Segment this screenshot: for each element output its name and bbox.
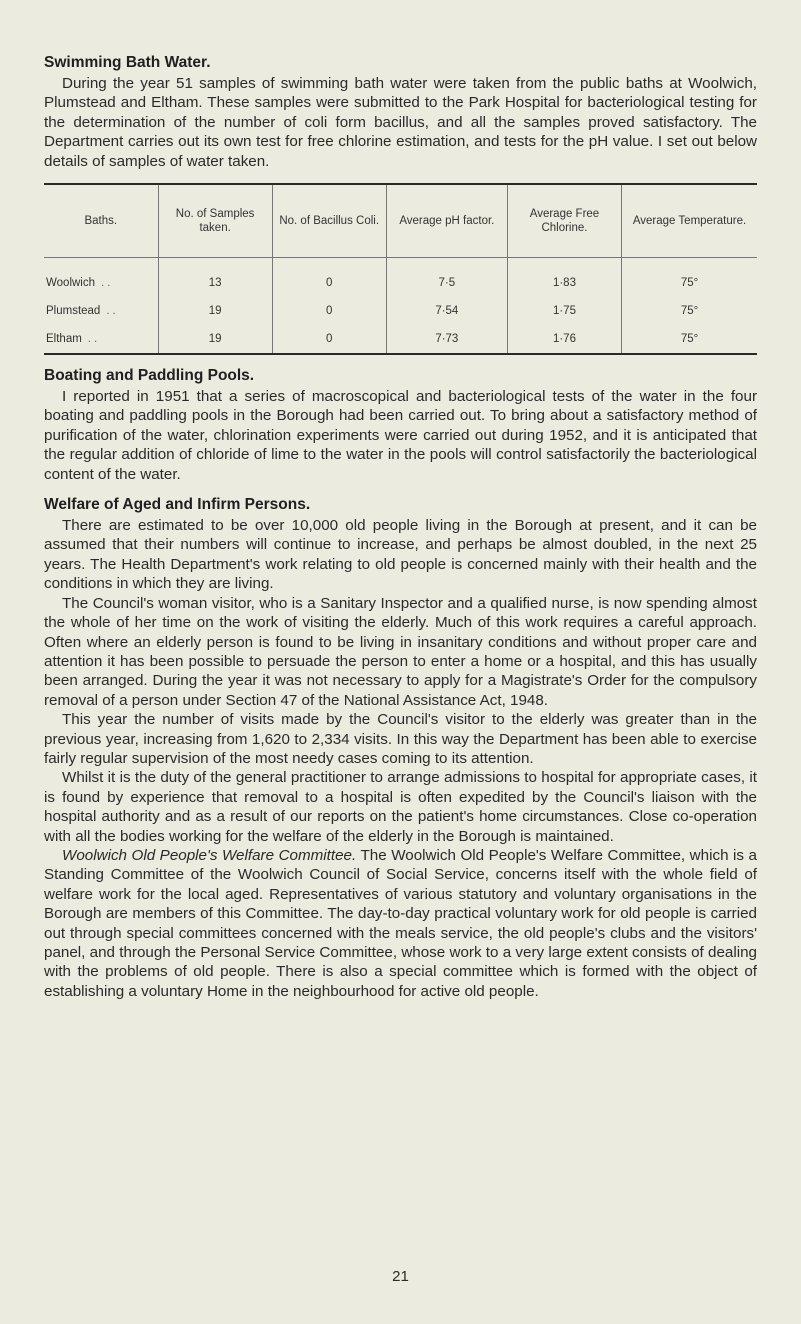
col-header-ph: Average pH factor. xyxy=(386,184,507,258)
dot-leader: .. xyxy=(106,305,119,318)
cell-ph: 7·5 xyxy=(386,258,507,298)
cell-samples: 13 xyxy=(158,258,272,298)
bath-name: Woolwich xyxy=(46,277,95,290)
cell-bath xyxy=(44,325,158,354)
cell-temperature: 75° xyxy=(622,297,757,325)
cell-samples: 19 xyxy=(158,325,272,354)
welfare-heading: Welfare of Aged and Infirm Persons. xyxy=(44,496,311,514)
cell-samples: 19 xyxy=(158,297,272,325)
table-row xyxy=(44,325,757,354)
welfare-paragraph-3: This year the number of visits made by the Council's visitor to the elderly was greater than in the previous year, increasing from 1,620 to 2,334 visits. In this way the Department has been able to exercise fairly regular supervision of the most needy cases coming to its attention. xyxy=(44,711,757,767)
water-samples-table xyxy=(44,183,757,355)
welfare-paragraph-1: There are estimated to be over 10,000 old people living in the Borough at present, and it can be assumed that their numbers will continue to increase, and perhaps be almost doubled, in the next 25 years. The Health Department's work relating to old people is concerned mainly with their health and the conditions in which they are living. xyxy=(44,517,757,593)
cell-bath xyxy=(44,258,158,298)
swimming-paragraph: During the year 51 samples of swimming bath water were taken from the public baths at Woolwich, Plumstead and Eltham. These samples were submitted to the Park Hospital for bacteriological testing for the determination of the number of coli form bacillus, and all the samples proved satisfactory. The Department carries out its own test for free chlorine estimation, and tests for the pH value. I set out below details of samples of water taken. xyxy=(44,75,757,170)
boating-heading: Boating and Paddling Pools. xyxy=(44,367,255,385)
col-header-samples: No. of Samples taken. xyxy=(158,184,272,258)
table-header-row xyxy=(44,184,757,258)
col-header-coli: No. of Bacillus Coli. xyxy=(272,184,386,258)
boating-paragraph: I reported in 1951 that a series of macroscopical and bacteriological tests of the water in the four boating and paddling pools in the Borough had been carried out. To bring about a satisfactory method of purification of the water, chlorination experiments were carried out during 1952, and it is anticipated that the regular addition of chloride of lime to the water in the pools will control satisfactorily the bacteriological content of the water. xyxy=(44,388,757,483)
boating-section xyxy=(44,367,757,484)
cell-bath xyxy=(44,297,158,325)
cell-coli: 0 xyxy=(272,258,386,298)
table-row xyxy=(44,258,757,298)
swimming-heading: Swimming Bath Water. xyxy=(44,54,211,71)
col-header-temperature: Average Temperature. xyxy=(622,184,757,258)
cell-chlorine: 1·75 xyxy=(507,297,621,325)
welfare-paragraph-5 xyxy=(44,846,757,1001)
welfare-paragraph-2: The Council's woman visitor, who is a Sanitary Inspector and a qualified nurse, is now spending almost the whole of her time on the work of visiting the elderly. Much of this work requires a careful approach. Often where an elderly person is found to be living in insanitary conditions and without proper care and attention it has been possible to persuade the person to enter a home or a hospital, and this has usually been arranged. During the year it was not necessary to apply for a Magistrate's Order for the compulsory removal of a person under Section 47 of the National Assistance Act, 1948. xyxy=(44,594,757,709)
committee-title: Woolwich Old People's Welfare Committee. xyxy=(62,846,357,864)
cell-coli: 0 xyxy=(272,325,386,354)
committee-text: The Woolwich Old People's Welfare Committee, which is a Standing Committee of the Woolwich Council of Social Service, concerns itself with the whole field of welfare work for the local aged. Representatives of various statutory and voluntary organisations in the Borough are members of this Committee. The day-to-day practical voluntary work for old people is carried out through special committees concerned with the meals service, the old people's clubs and the visitors' panel, and through the Personal Service Committee, whose work to a very large extent consists of dealing with the problems of old people. There is also a special committee which is formed with the object of establishing a voluntary Home in the neighbourhood for active old people. xyxy=(44,846,757,1000)
dot-leader: .. xyxy=(87,333,101,346)
page-number: 21 xyxy=(392,1268,409,1285)
cell-chlorine: 1·76 xyxy=(507,325,621,354)
cell-coli: 0 xyxy=(272,297,386,325)
table-row xyxy=(44,297,757,325)
col-header-baths: Baths. xyxy=(84,215,118,228)
cell-ph: 7·73 xyxy=(386,325,507,354)
welfare-section xyxy=(44,496,757,1001)
cell-chlorine: 1·83 xyxy=(507,258,621,298)
cell-temperature: 75° xyxy=(622,325,757,354)
bath-name: Plumstead xyxy=(46,305,101,318)
col-header-chlorine: Average Free Chlorine. xyxy=(507,184,621,258)
welfare-paragraph-4: Whilst it is the duty of the general practitioner to arrange admissions to hospital for appropriate cases, it is found by experience that removal to a hospital is often expedited by the Council's liaison with the hospital authority and as a result of our reports on the patient's home circumstances. Close co-operation with all the bodies working for the welfare of the elderly in the Borough is maintained. xyxy=(44,769,757,845)
swimming-section xyxy=(44,54,757,171)
cell-ph: 7·54 xyxy=(386,297,507,325)
dot-leader: .. xyxy=(101,277,114,290)
bath-name: Eltham xyxy=(46,333,82,346)
cell-temperature: 75° xyxy=(622,258,757,298)
